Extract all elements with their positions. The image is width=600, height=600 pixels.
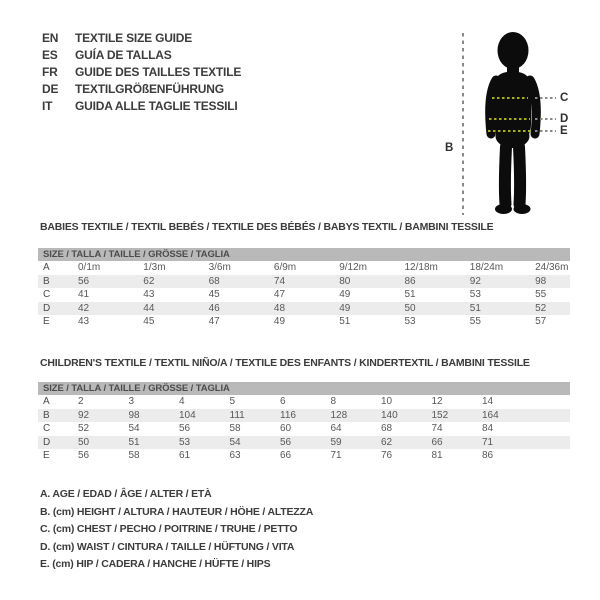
table-cell: 55 bbox=[469, 316, 481, 327]
table-cell: 45 bbox=[143, 316, 155, 327]
measurement-legend bbox=[40, 486, 313, 574]
language-code: ES bbox=[42, 48, 58, 62]
table-cell: 18/24m bbox=[469, 262, 504, 273]
table-cell: 58 bbox=[128, 450, 140, 461]
legend-item-chest: C. (cm) CHEST / PECHO / POITRINE / TRUHE / PETTO bbox=[40, 523, 298, 535]
table-cell: 49 bbox=[339, 289, 351, 300]
table-cell: 51 bbox=[404, 289, 416, 300]
table-cell: 2 bbox=[78, 396, 84, 407]
table-cell: 66 bbox=[280, 450, 292, 461]
legend-item-waist: D. (cm) WAIST / CINTURA / TAILLE / HÜFTUNG / VITA bbox=[40, 540, 295, 553]
row-label: C bbox=[43, 289, 51, 300]
table-cell: 152 bbox=[431, 409, 449, 421]
children-section-title: CHILDREN'S TEXTILE / TEXTIL NIÑO/A / TEXTILE DES ENFANTS / KINDERTEXTIL / BAMBINI TESSILE bbox=[40, 357, 530, 369]
language-title: GUIDA ALLE TAGLIE TESSILI bbox=[75, 99, 238, 113]
table-cell: 0/1m bbox=[78, 262, 101, 273]
table-cell: 76 bbox=[381, 450, 393, 461]
table-cell: 61 bbox=[179, 450, 191, 461]
table-cell: 56 bbox=[78, 275, 90, 287]
table-cell: 49 bbox=[273, 316, 286, 327]
row-label: B bbox=[43, 275, 50, 287]
hip-guide-line bbox=[535, 130, 556, 132]
measure-label-d: D bbox=[560, 113, 569, 125]
table-cell: 98 bbox=[128, 409, 140, 421]
hip-measure-line bbox=[488, 130, 532, 132]
table-cell: 51 bbox=[469, 302, 481, 314]
table-cell: 9/12m bbox=[339, 262, 367, 273]
table-cell: 41 bbox=[78, 289, 90, 300]
table-cell: 51 bbox=[128, 436, 140, 448]
table-cell: 10 bbox=[381, 396, 393, 407]
language-row-de bbox=[42, 81, 241, 98]
language-code: FR bbox=[42, 65, 58, 79]
row-label: A bbox=[43, 396, 50, 407]
legend-item-height: B. (cm) HEIGHT / ALTURA / HAUTEUR / HÖHE / ALTEZZA bbox=[40, 505, 314, 518]
table-cell: 51 bbox=[339, 316, 351, 327]
table-cell: 3/6m bbox=[208, 262, 231, 273]
table-cell: 53 bbox=[179, 436, 191, 448]
row-label: D bbox=[43, 302, 51, 314]
language-title: TEXTILGRÖßENFÜHRUNG bbox=[75, 82, 224, 96]
table-cell: 53 bbox=[404, 316, 416, 327]
table-cell: 43 bbox=[143, 289, 155, 300]
table-cell: 116 bbox=[280, 409, 296, 421]
table-row-e bbox=[38, 315, 570, 329]
table-cell: 46 bbox=[208, 302, 220, 314]
table-cell: 84 bbox=[482, 423, 494, 434]
table-cell: 12 bbox=[431, 396, 443, 407]
table-row-b bbox=[38, 409, 570, 423]
table-cell: 6/9m bbox=[273, 262, 297, 273]
language-row-it bbox=[42, 98, 241, 115]
table-row-a bbox=[38, 261, 570, 275]
table-cell: 4 bbox=[179, 396, 185, 407]
table-cell: 68 bbox=[381, 423, 393, 434]
table-cell: 54 bbox=[128, 423, 140, 434]
language-title: GUÍA DE TALLAS bbox=[75, 48, 172, 62]
table-cell: 71 bbox=[330, 450, 342, 461]
children-size-table bbox=[38, 382, 570, 463]
table-cell: 42 bbox=[78, 302, 90, 314]
table-cell: 98 bbox=[535, 275, 547, 287]
table-cell: 92 bbox=[469, 275, 481, 287]
table-cell: 6 bbox=[280, 396, 286, 407]
language-row-fr bbox=[42, 64, 241, 81]
child-silhouette-icon bbox=[483, 32, 543, 216]
row-label: B bbox=[43, 409, 50, 421]
table-cell: 62 bbox=[143, 275, 155, 287]
table-cell: 56 bbox=[78, 450, 90, 461]
table-row-d bbox=[38, 436, 570, 450]
table-cell: 14 bbox=[482, 396, 494, 407]
table-cell: 47 bbox=[273, 289, 286, 300]
waist-guide-line bbox=[535, 118, 556, 120]
table-cell: 50 bbox=[78, 436, 90, 448]
table-cell: 55 bbox=[535, 289, 547, 300]
row-label: E bbox=[43, 316, 50, 327]
table-row-a bbox=[38, 395, 570, 409]
table-cell: 52 bbox=[535, 302, 547, 314]
language-code: EN bbox=[42, 31, 59, 45]
babies-table-header: SIZE / TALLA / TAILLE / GRÖSSE / TAGLIA bbox=[38, 248, 570, 261]
language-title: GUIDE DES TAILLES TEXTILE bbox=[75, 65, 242, 79]
language-title: TEXTILE SIZE GUIDE bbox=[75, 31, 193, 45]
table-cell: 49 bbox=[339, 302, 351, 314]
row-label: D bbox=[43, 436, 51, 448]
table-cell: 63 bbox=[229, 450, 241, 461]
table-cell: 47 bbox=[208, 316, 220, 327]
table-cell: 52 bbox=[78, 423, 90, 434]
table-cell: 68 bbox=[208, 275, 220, 287]
table-cell: 74 bbox=[273, 275, 286, 287]
table-cell: 1/3m bbox=[143, 262, 166, 273]
table-cell: 24/36m bbox=[535, 262, 569, 273]
table-cell: 56 bbox=[280, 436, 292, 448]
table-cell: 5 bbox=[229, 396, 236, 407]
waist-measure-line bbox=[489, 118, 530, 120]
table-cell: 53 bbox=[469, 289, 481, 300]
table-cell: 48 bbox=[273, 302, 286, 314]
table-cell: 12/18m bbox=[404, 262, 438, 273]
table-cell: 45 bbox=[208, 289, 220, 300]
table-cell: 43 bbox=[78, 316, 90, 327]
legend-item-age: A. AGE / EDAD / ÂGE / ALTER / ETÀ bbox=[40, 488, 212, 500]
table-row-b bbox=[38, 275, 570, 289]
table-cell: 3 bbox=[128, 396, 135, 407]
babies-size-table bbox=[38, 248, 570, 329]
table-cell: 74 bbox=[431, 423, 443, 434]
language-row-es bbox=[42, 47, 241, 64]
language-row-en bbox=[42, 30, 241, 47]
table-cell: 57 bbox=[535, 316, 547, 327]
language-code: DE bbox=[42, 82, 59, 96]
table-cell: 81 bbox=[431, 450, 443, 461]
measure-label-e: E bbox=[560, 125, 568, 137]
row-label: E bbox=[43, 450, 50, 461]
table-cell: 54 bbox=[229, 436, 241, 448]
measure-label-c: C bbox=[560, 92, 569, 104]
table-cell: 56 bbox=[179, 423, 191, 434]
table-cell: 140 bbox=[381, 409, 398, 421]
table-row-e bbox=[38, 449, 570, 463]
row-label: A bbox=[43, 262, 50, 273]
table-cell: 80 bbox=[339, 275, 351, 287]
children-table-header: SIZE / TALLA / TAILLE / GRÖSSE / TAGLIA bbox=[38, 382, 570, 395]
table-cell: 128 bbox=[330, 409, 348, 421]
table-cell: 44 bbox=[143, 302, 155, 314]
table-cell: 92 bbox=[78, 409, 90, 421]
table-cell: 86 bbox=[482, 450, 494, 461]
table-cell: 111 bbox=[229, 409, 245, 421]
language-code: IT bbox=[42, 99, 53, 113]
babies-section-title: BABIES TEXTILE / TEXTIL BEBÉS / TEXTILE DES BÉBÉS / BABYS TEXTIL / BAMBINI TESSILE bbox=[40, 221, 494, 233]
table-cell: 58 bbox=[229, 423, 241, 434]
table-cell: 64 bbox=[330, 423, 342, 434]
table-row-c bbox=[38, 288, 570, 302]
measure-label-b: B bbox=[445, 142, 454, 154]
table-row-c bbox=[38, 422, 570, 436]
chest-measure-line bbox=[492, 97, 528, 99]
table-cell: 104 bbox=[179, 409, 196, 421]
table-cell: 62 bbox=[381, 436, 393, 448]
table-cell: 60 bbox=[280, 423, 292, 434]
table-cell: 164 bbox=[482, 409, 499, 421]
table-cell: 59 bbox=[330, 436, 342, 448]
chest-guide-line bbox=[535, 97, 556, 99]
measurement-figure bbox=[440, 25, 600, 225]
legend-item-hip: E. (cm) HIP / CADERA / HANCHE / HÜFTE / HIPS bbox=[40, 558, 271, 570]
table-cell: 8 bbox=[330, 396, 337, 407]
table-cell: 50 bbox=[404, 302, 416, 314]
table-cell: 66 bbox=[431, 436, 443, 448]
table-row-d bbox=[38, 302, 570, 316]
table-cell: 86 bbox=[404, 275, 416, 287]
row-label: C bbox=[43, 423, 51, 434]
language-list bbox=[42, 30, 241, 115]
table-cell: 71 bbox=[482, 436, 494, 448]
height-measure-line bbox=[462, 33, 464, 215]
